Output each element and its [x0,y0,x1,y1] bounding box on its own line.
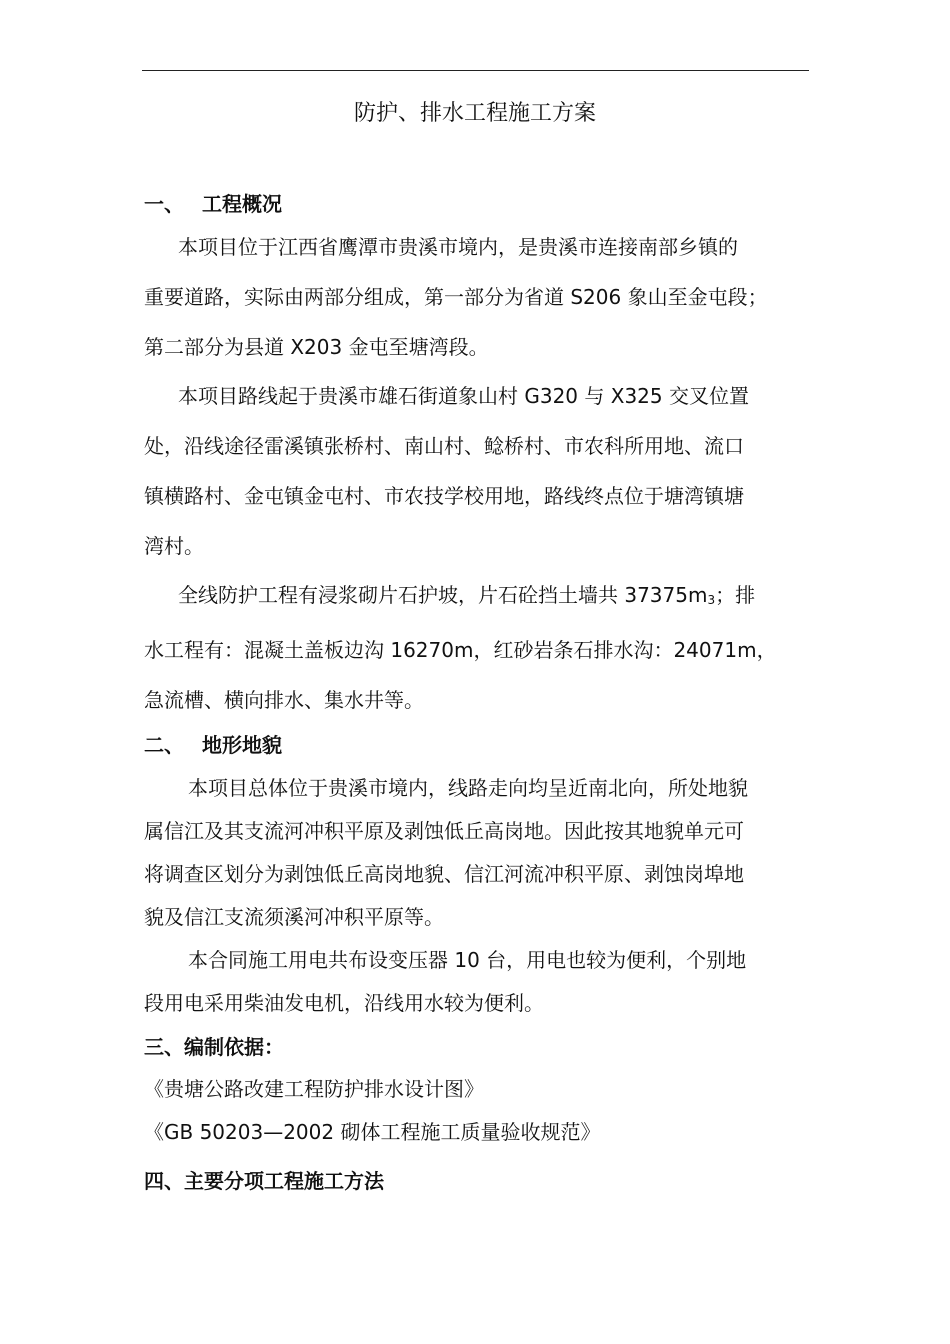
reference-item: 《GB 50203—2002 砌体工程施工质量验收规范》 [144,1120,601,1144]
text-line: 急流槽、横向排水、集水井等。 [144,688,424,712]
paragraph-quantities [144,570,816,725]
section-heading-4: 四、主要分项工程施工方法 [144,1169,384,1193]
text-line: 镇横路村、金屯镇金屯村、市农技学校用地，路线终点位于塘湾镇塘 [144,484,744,508]
text-line: 本项目路线起于贵溪市雄石街道象山村 G320 与 X325 交叉位置 [178,384,749,408]
text-line: 第二部分为县道 X203 金屯至塘湾段。 [144,335,489,359]
section-title: 工程概况 [202,192,282,216]
text-line: 湾村。 [144,534,204,558]
section-number: 二、 [144,733,184,757]
text-line [144,570,816,625]
text-line: 处，沿线途径雷溪镇张桥村、南山村、鲶桥村、市农科所用地、流口 [144,434,744,458]
paragraph-route [144,371,816,571]
text-line: 本项目总体位于贵溪市境内，线路走向均呈近南北向，所处地貌 [188,776,748,800]
paragraph-power [144,939,816,1025]
text-line: 水工程有：混凝土盖板边沟 16270m，红砂岩条石排水沟：24071m， [144,638,777,662]
text-line: 段用电采用柴油发电机，沿线用水较为便利。 [144,991,544,1015]
text-line: 本合同施工用电共布设变压器 10 台，用电也较为便利，个别地 [188,948,747,972]
top-rule [142,70,809,71]
text-segment: 全线防护工程有浸浆砌片石护坡，片石砼挡土墙共 37375m [178,583,708,607]
text-segment: ；排 [715,583,756,607]
text-line: 重要道路，实际由两部分组成，第一部分为省道 S206 象山至金屯段； [144,285,768,309]
paragraph-location [144,222,816,372]
section-heading-1 [144,189,282,219]
reference-item: 《贵塘公路改建工程防护排水设计图》 [144,1077,484,1101]
text-line: 属信江及其支流河冲积平原及剥蚀低丘高岗地。因此按其地貌单元可 [144,819,744,843]
section-number: 一、 [144,192,184,216]
section-heading-2 [144,730,282,760]
text-line: 本项目位于江西省鹰潭市贵溪市境内，是贵溪市连接南部乡镇的 [178,235,738,259]
document-title: 防护、排水工程施工方案 [353,101,596,126]
text-line: 貌及信江支流须溪河冲积平原等。 [144,905,444,929]
text-line: 将调查区划分为剥蚀低丘高岗地貌、信江河流冲积平原、剥蚀岗埠地 [144,862,744,886]
unit-subscript: 3 [707,593,716,607]
section-heading-3: 三、编制依据： [144,1035,284,1059]
section-title: 地形地貌 [202,733,282,757]
paragraph-terrain [144,767,816,939]
